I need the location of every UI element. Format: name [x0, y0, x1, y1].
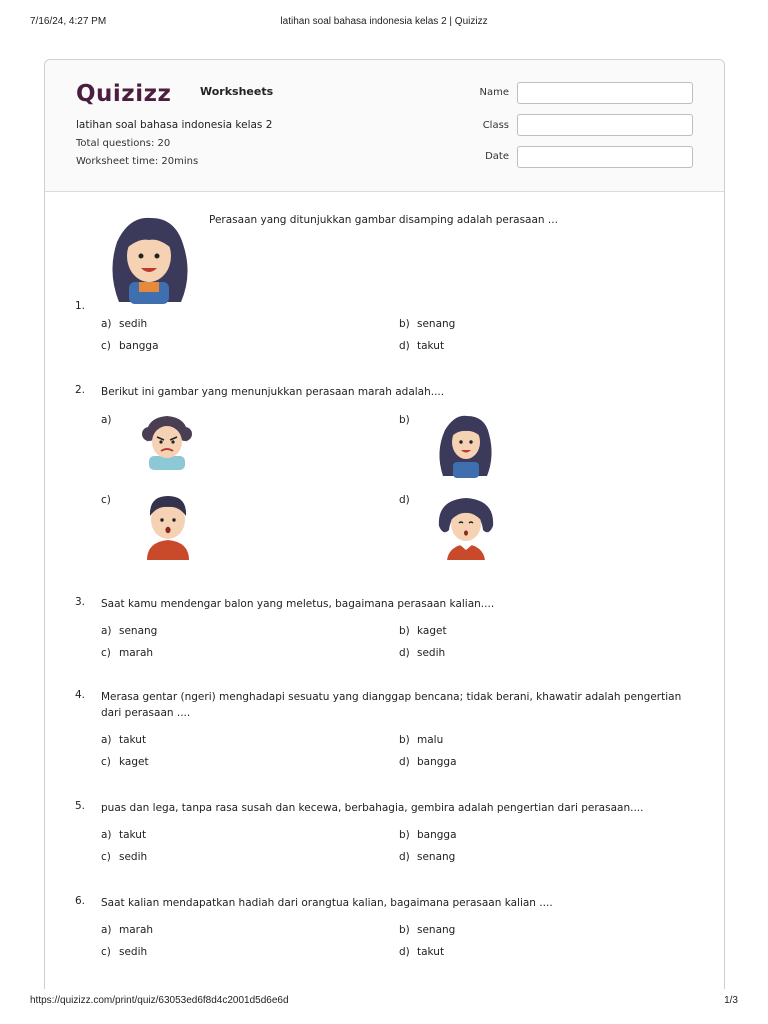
print-footer — [30, 995, 738, 1009]
question-3 — [75, 596, 694, 616]
question-text: Merasa gentar (ngeri) menghadapi sesuatu yang dianggap bencana; tidak berani, khawatir adalah pengertian dari perasaan .... — [101, 691, 682, 719]
option-c[interactable]: c) marah — [101, 647, 154, 659]
question-1 — [75, 212, 694, 352]
worksheet-time: Worksheet time: 20mins — [76, 156, 199, 167]
quizizz-logo — [76, 81, 274, 107]
scared-girl-illustration — [435, 492, 497, 560]
logo-text: Quizizz — [76, 81, 172, 107]
question-text: Saat kalian mendapatkan hadiah dari orangtua kalian, bagaimana perasaan kalian .... — [101, 897, 553, 909]
option-d[interactable]: d) senang — [399, 851, 456, 863]
question-number: 6. — [75, 895, 86, 907]
option-d[interactable]: d) takut — [399, 340, 445, 352]
class-label: Class — [482, 120, 509, 131]
option-a[interactable]: a) sedih — [101, 318, 148, 330]
option-b[interactable]: b) malu — [399, 734, 444, 746]
happy-girl-illustration — [433, 412, 497, 478]
print-datetime: 7/16/24, 4:27 PM — [30, 16, 107, 27]
question-number: 4. — [75, 689, 86, 701]
option-d[interactable]: d) — [399, 494, 410, 506]
angry-child-illustration — [139, 412, 195, 470]
worksheet-title: latihan soal bahasa indonesia kelas 2 — [76, 119, 273, 131]
question-6 — [75, 895, 694, 915]
option-a[interactable]: a) senang — [101, 625, 158, 637]
question-text: Saat kamu mendengar balon yang meletus, bagaimana perasaan kalian.... — [101, 598, 495, 610]
logo-subtitle: Worksheets — [200, 85, 274, 98]
option-b[interactable]: b) senang — [399, 318, 456, 330]
option-c[interactable]: c) — [101, 494, 111, 506]
option-a[interactable]: a) — [101, 414, 112, 426]
question-text: Perasaan yang ditunjukkan gambar disamping adalah perasaan ... — [209, 214, 558, 226]
print-page-title: latihan soal bahasa indonesia kelas 2 | Quizizz — [280, 16, 488, 27]
question-text: puas dan lega, tanpa rasa susah dan kecewa, berbahagia, gembira adalah pengertian dari perasaan.... — [101, 802, 644, 814]
question-4 — [75, 689, 694, 723]
option-c[interactable]: c) bangga — [101, 340, 159, 352]
question-number: 2. — [75, 384, 86, 396]
option-b[interactable]: b) kaget — [399, 625, 447, 637]
option-b[interactable]: b) bangga — [399, 829, 457, 841]
option-a[interactable]: a) takut — [101, 734, 147, 746]
date-label: Date — [485, 151, 509, 162]
option-b[interactable]: b) — [399, 414, 410, 426]
question-2 — [75, 384, 694, 404]
question-number: 5. — [75, 800, 86, 812]
surprised-boy-illustration — [141, 490, 195, 560]
print-header — [30, 16, 738, 30]
option-c[interactable]: c) kaget — [101, 756, 149, 768]
question-number: 3. — [75, 596, 86, 608]
girl-happy-illustration — [99, 212, 197, 304]
name-label: Name — [479, 87, 509, 98]
name-field[interactable] — [517, 82, 693, 104]
option-c[interactable]: c) sedih — [101, 851, 148, 863]
question-text: Berikut ini gambar yang menunjukkan perasaan marah adalah.... — [101, 386, 445, 398]
question-number: 1. — [75, 300, 86, 312]
worksheet-header — [45, 60, 724, 192]
print-url: https://quizizz.com/print/quiz/63053ed6f8d4c2001d5d6e6d — [30, 995, 289, 1006]
option-d[interactable]: d) sedih — [399, 647, 446, 659]
option-b[interactable]: b) senang — [399, 924, 456, 936]
option-d[interactable]: d) takut — [399, 946, 445, 958]
option-d[interactable]: d) bangga — [399, 756, 457, 768]
date-field[interactable] — [517, 146, 693, 168]
worksheet — [44, 59, 725, 989]
option-a[interactable]: a) takut — [101, 829, 147, 841]
question-5 — [75, 800, 694, 820]
option-a[interactable]: a) marah — [101, 924, 154, 936]
class-field[interactable] — [517, 114, 693, 136]
page-indicator: 1/3 — [724, 995, 738, 1006]
option-c[interactable]: c) sedih — [101, 946, 148, 958]
total-questions: Total questions: 20 — [76, 138, 171, 149]
